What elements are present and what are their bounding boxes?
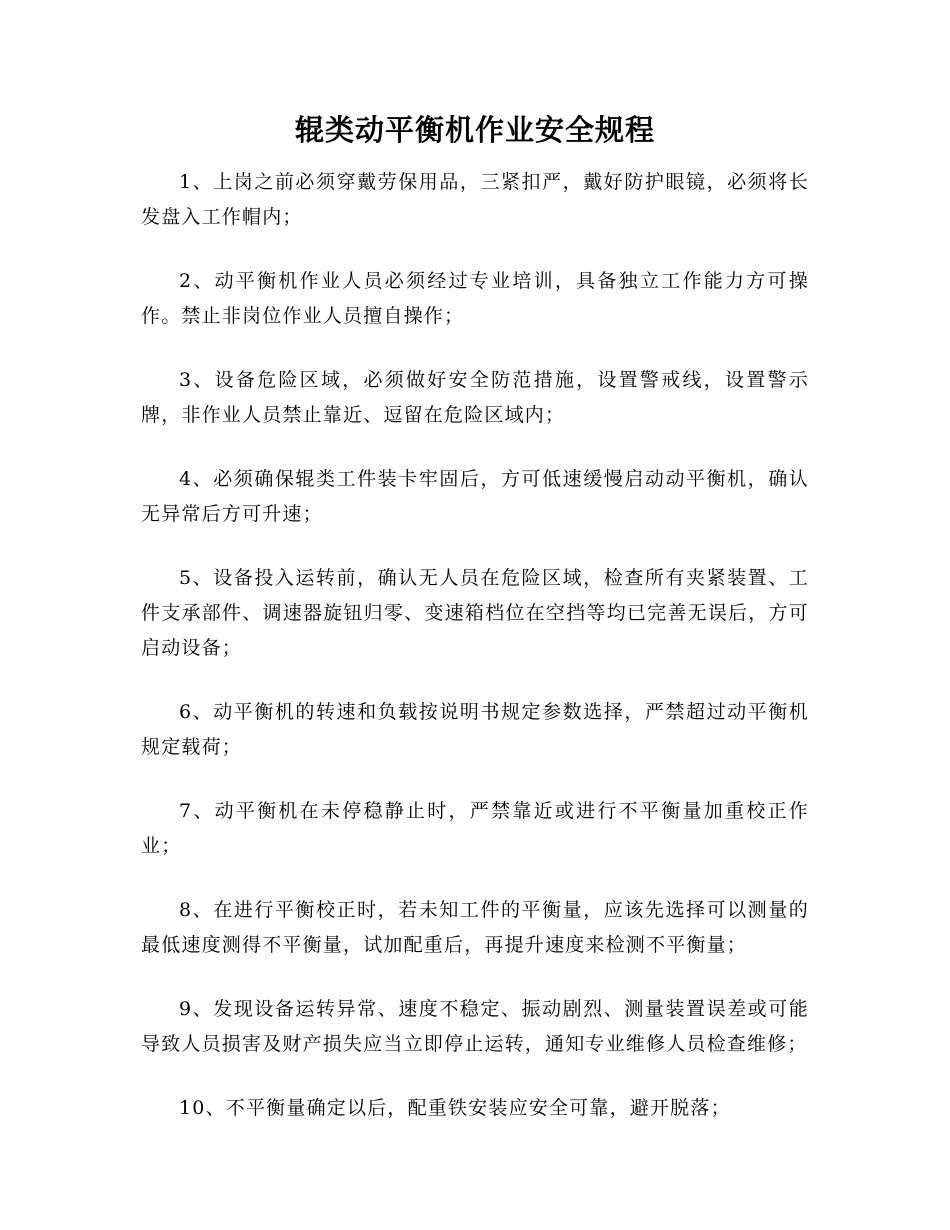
paragraph-3: 3、设备危险区域，必须做好安全防范措施，设置警戒线，设置警示牌，非作业人员禁止靠近、逗留在危险区域内； — [141, 369, 809, 426]
paragraph-9: 9、发现设备运转异常、速度不稳定、振动剧烈、测量装置误差或可能导致人员损害及财产损失应当立即停止运转，通知专业维修人员检查维修； — [141, 998, 809, 1055]
paragraph-5: 5、设备投入运转前，确认无人员在危险区域，检查所有夹紧装置、工件支承部件、调速器旋钮归零、变速箱档位在空挡等均已完善无误后，方可启动设备； — [141, 567, 809, 659]
document-body — [141, 165, 809, 1155]
paragraph-10: 10、不平衡量确定以后，配重铁安装应安全可靠，避开脱落； — [179, 1097, 731, 1119]
paragraph-6: 6、动平衡机的转速和负载按说明书规定参数选择，严禁超过动平衡机规定载荷； — [141, 701, 809, 758]
paragraph-2: 2、动平衡机作业人员必须经过专业培训，具备独立工作能力方可操作。禁止非岗位作业人员擅自操作； — [141, 270, 809, 327]
document-title: 辊类动平衡机作业安全规程 — [294, 113, 655, 147]
paragraph-8: 8、在进行平衡校正时，若未知工件的平衡量，应该先选择可以测量的最低速度测得不平衡量，试加配重后，再提升速度来检测不平衡量； — [141, 899, 809, 956]
paragraph-1: 1、上岗之前必须穿戴劳保用品，三紧扣严，戴好防护眼镜，必须将长发盘入工作帽内； — [141, 171, 809, 228]
paragraph-7: 7、动平衡机在未停稳静止时，严禁靠近或进行不平衡量加重校正作业； — [141, 800, 809, 857]
paragraph-4: 4、必须确保辊类工件装卡牢固后，方可低速缓慢启动动平衡机，确认无异常后方可升速； — [141, 468, 809, 525]
